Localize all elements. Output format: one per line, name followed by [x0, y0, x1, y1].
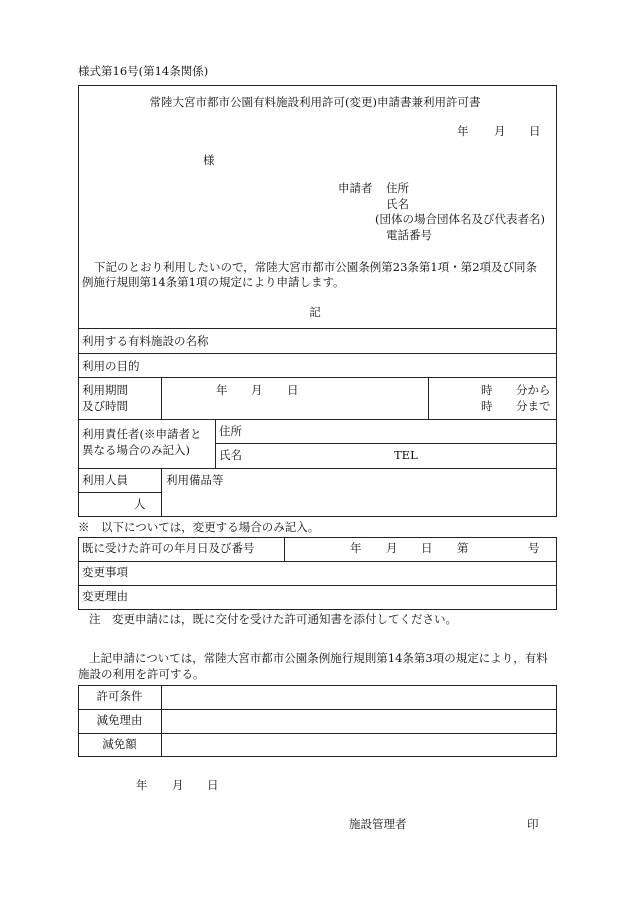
row-divider [78, 492, 161, 493]
change-note: ※ 以下については，変更する場合のみ記入。 [78, 520, 320, 534]
ki-marker: 記 [309, 305, 321, 319]
row-divider [78, 353, 557, 354]
responsible-address: 住所 [219, 424, 242, 438]
date-day: 日 [529, 124, 541, 138]
period-label-line2: 及び時間 [82, 399, 128, 413]
time-from-minute: 分から [516, 383, 551, 397]
col-divider [428, 377, 429, 419]
row-divider [78, 709, 557, 710]
prior-permit-year: 年 [350, 541, 362, 555]
row-divider [78, 419, 557, 420]
intro-text-line1: 下記のとおり利用したいので，常陸大宮市都市公園条例第23条第1項・第2項及び同条 [94, 260, 538, 274]
form-title: 常陸大宮市都市公園有料施設利用許可(変更)申請書兼利用許可書 [149, 95, 481, 109]
prior-permit-number-prefix: 第 [457, 541, 469, 555]
date-year: 年 [457, 124, 469, 138]
equipment-label: 利用備品等 [166, 473, 224, 487]
period-year: 年 [216, 383, 228, 397]
row-divider [78, 328, 557, 329]
reduction-reason-label: 減免理由 [96, 713, 143, 727]
applicant-address: 住所 [386, 181, 409, 195]
time-to-minute: 分まで [516, 399, 551, 413]
bottom-date-month: 月 [172, 778, 184, 792]
prior-permit-month: 月 [386, 541, 398, 555]
period-month: 月 [251, 383, 263, 397]
form-number: 様式第16号(第14条関係) [78, 64, 209, 78]
applicant-name: 氏名 [386, 197, 409, 211]
approval-text-line1: 上記申請については，常陸大宮市都市公園条例施行規則第14条第3項の規定により，有料 [89, 651, 548, 665]
change-reason-label: 変更理由 [82, 589, 128, 603]
reduction-amount-label: 減免額 [102, 737, 137, 751]
period-label-line1: 利用期間 [82, 383, 128, 397]
row-divider [78, 733, 557, 734]
bottom-date-day: 日 [207, 778, 219, 792]
responsible-label-line2: 異なる場合のみ記入) [82, 443, 190, 457]
row-divider [78, 468, 557, 469]
intro-text-line2: 例施行規則第14条第1項の規定により申請します。 [82, 275, 345, 289]
col-divider [161, 685, 162, 757]
people-unit: 人 [134, 497, 146, 511]
people-label: 利用人員 [82, 473, 128, 487]
row-divider [78, 585, 557, 586]
responsible-name: 氏名 [219, 448, 242, 462]
applicant-label: 申請者 [338, 181, 373, 195]
applicant-org-note: (団体の場合団体名及び代表者名) [375, 212, 545, 226]
prior-permit-label: 既に受けた許可の年月日及び番号 [82, 541, 255, 555]
applicant-phone: 電話番号 [386, 228, 432, 242]
facility-name-label: 利用する有料施設の名称 [82, 334, 209, 348]
time-to-hour: 時 [481, 399, 493, 413]
responsible-label-line1: 利用責任者(※申請者と [82, 427, 202, 441]
bottom-date-year: 年 [136, 778, 148, 792]
addressee-suffix: 様 [203, 153, 215, 167]
facility-manager-label: 施設管理者 [349, 817, 407, 831]
approval-conditions-label: 許可条件 [96, 689, 143, 703]
period-day: 日 [287, 383, 299, 397]
prior-permit-number-suffix: 号 [528, 541, 540, 555]
change-item-label: 変更事項 [82, 565, 128, 579]
date-month: 月 [494, 124, 506, 138]
responsible-tel: TEL [394, 448, 418, 462]
approval-text-line2: 施設の利用を許可する。 [78, 667, 205, 681]
prior-permit-day: 日 [421, 541, 433, 555]
time-from-hour: 時 [481, 383, 493, 397]
col-divider [284, 537, 285, 561]
attach-note: 注 変更申請には，既に交付を受けた許可通知書を添付してください。 [89, 612, 457, 626]
col-divider [161, 377, 162, 419]
seal-mark: 印 [527, 817, 539, 831]
col-divider [161, 468, 162, 517]
row-divider [78, 561, 557, 562]
row-divider [215, 443, 557, 444]
row-divider [78, 377, 557, 378]
purpose-label: 利用の目的 [82, 359, 140, 373]
